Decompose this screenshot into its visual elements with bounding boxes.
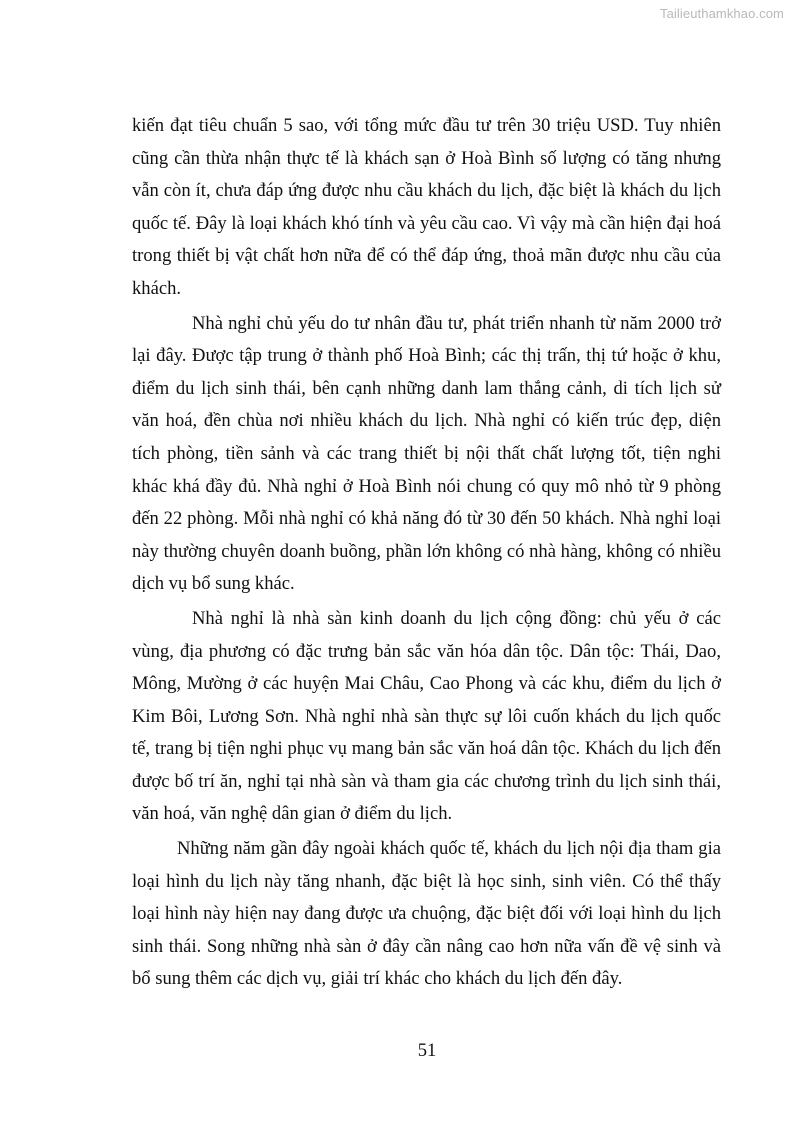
paragraph-guesthouses: Nhà nghỉ chủ yếu do tư nhân đầu tư, phát triển nhanh từ năm 2000 trở lại đây. Được tập trung ở thành phố Hoà Bình; các thị trấn, thị tứ hoặc ở khu, điểm du lịch sinh thái, bên cạnh những danh lam thắng cảnh, di tích lịch sử văn hoá, đền chùa nơi nhiều khách du lịch. Nhà nghỉ có kiến trúc đẹp, diện tích phòng, tiền sảnh và các trang thiết bị nội thất chất lượng tốt, tiện nghi khác khá đầy đủ. Nhà nghỉ ở Hoà Bình nói chung có quy mô nhỏ từ 9 phòng đến 22 phòng. Mỗi nhà nghỉ có khả năng đó từ 30 đến 50 khách. Nhà nghỉ loại này thường chuyên doanh buồng, phần lớn không có nhà hàng, không có nhiều dịch vụ bổ sung khác. (132, 312, 721, 595)
page-number: 51 (417, 1040, 437, 1061)
paragraph-stilt-houses: Nhà nghỉ là nhà sàn kinh doanh du lịch cộng đồng: chủ yếu ở các vùng, địa phương có đặc trưng bản sắc văn hóa dân tộc. Dân tộc: Thái, Dao, Mông, Mường ở các huyện Mai Châu, Cao Phong và các khu, điểm du lịch ở Kim Bôi, Lương Sơn. Nhà nghỉ nhà sàn thực sự lôi cuốn khách du lịch quốc tế, trang bị tiện nghi phục vụ mang bản sắc văn hoá dân tộc. Khách du lịch đến được bố trí ăn, nghỉ tại nhà sàn và tham gia các chương trình du lịch sinh thái, văn hoá, văn nghệ dân gian ở điểm du lịch. (132, 607, 721, 825)
document-body (132, 110, 721, 996)
paragraph-domestic-tourists: Những năm gần đây ngoài khách quốc tế, khách du lịch nội địa tham gia loại hình du lịch này tăng nhanh, đặc biệt là học sinh, sinh viên. Có thể thấy loại hình này hiện nay đang được ưa chuộng, đặc biệt đối với loại hình du lịch sinh thái. Song những nhà sàn ở đây cần nâng cao hơn nữa vấn đề vệ sinh và bổ sung thêm các dịch vụ, giải trí khác cho khách du lịch đến đây. (132, 838, 721, 990)
watermark-text: Tailieuthamkhao.com (659, 6, 784, 21)
paragraph-hotel-continuation: kiến đạt tiêu chuẩn 5 sao, với tổng mức đầu tư trên 30 triệu USD. Tuy nhiên cũng cần thừa nhận thực tế là khách sạn ở Hoà Bình số lượng có tăng nhưng vẫn còn ít, chưa đáp ứng được nhu cầu khách du lịch, đặc biệt là khách du lịch quốc tế. Đây là loại khách khó tính và yêu cầu cao. Vì vậy mà cần hiện đại hoá trong thiết bị vật chất hơn nữa để có thể đáp ứng, thoả mãn được nhu cầu của khách. (132, 115, 721, 299)
